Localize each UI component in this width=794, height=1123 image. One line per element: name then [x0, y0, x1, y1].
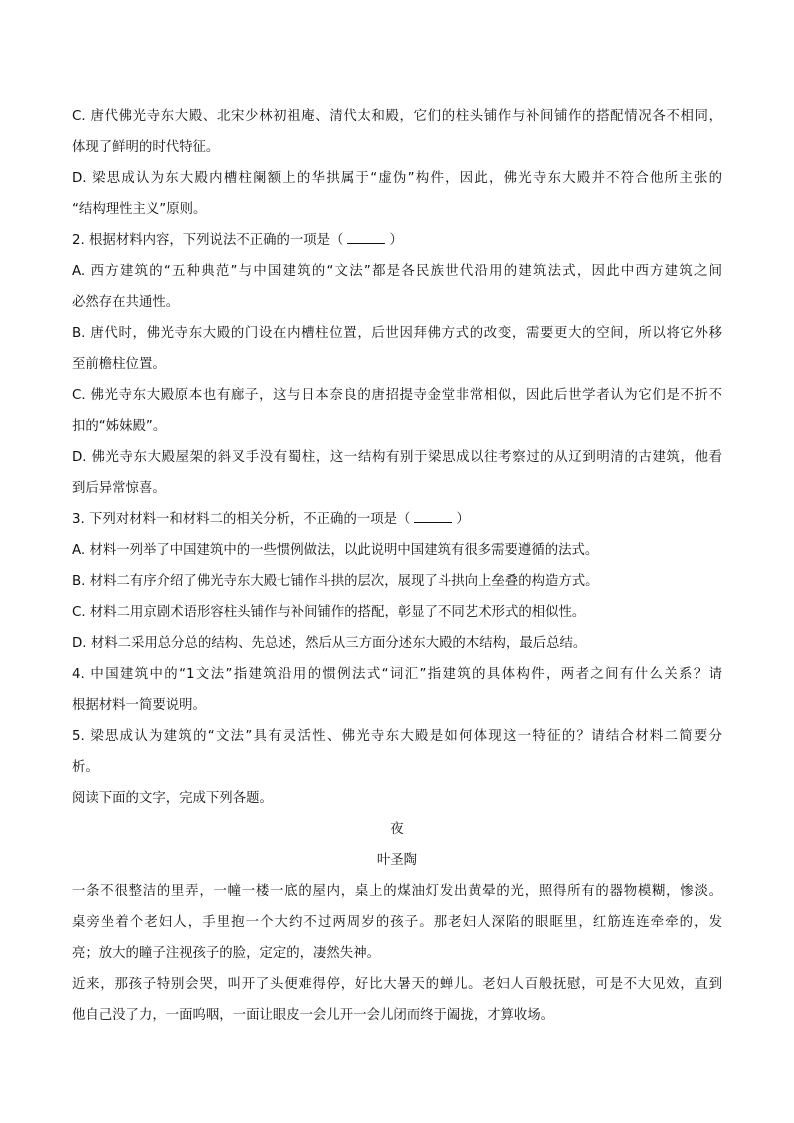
- q2-option-c-line2: 扣的“姊妹殿”。: [72, 419, 167, 434]
- q2-option-b-line1: B. 唐代时，佛光寺东大殿的门设在内槽柱位置，后世因拜佛方式的改变，需要更大的空间，所以将它外移: [72, 326, 722, 341]
- q2-stem-text: 2. 根据材料内容，下列说法不正确的一项是（: [72, 233, 344, 248]
- passage-p1-line1: 一条不很整洁的里弄，一幢一楼一底的屋内，桌上的煤油灯发出黄晕的光，照得所有的器物模糊，惨淡。: [72, 884, 722, 899]
- passage-title: 夜: [390, 822, 404, 837]
- answer-blank: [414, 510, 452, 523]
- q3-option-b: B. 材料二有序介绍了佛光寺东大殿七铺作斗拱的层次，展现了斗拱向上垒叠的构造方式。: [72, 574, 599, 589]
- q2-option-c-line1: C. 佛光寺东大殿原本也有廊子，这与日本奈良的唐招提寺金堂非常相似，因此后世学者认为它们是不折不: [72, 388, 722, 403]
- q2-option-b-line2: 至前檐柱位置。: [72, 357, 166, 372]
- document-page: [72, 101, 722, 1031]
- q4-line2: 根据材料一简要说明。: [72, 698, 206, 713]
- q3-stem-text: 3. 下列对材料一和材料二的相关分析，不正确的一项是（: [72, 512, 411, 527]
- passage-p2-line2: 他自己没了力，一面呜咽，一面让眼皮一会儿开一会儿闭而终于阖拢，才算收场。: [72, 1008, 555, 1023]
- reading-instruction: 阅读下面的文字，完成下列各题。: [72, 791, 273, 806]
- q2-option-d-line1: D. 佛光寺东大殿屋架的斜叉手没有蜀柱，这一结构有别于梁思成以往考察过的从辽到明清的古建筑，他看: [72, 450, 722, 465]
- q2-option-d-line2: 到后异常惊喜。: [72, 481, 166, 496]
- passage-author: 叶圣陶: [376, 853, 418, 868]
- answer-blank: [347, 231, 385, 244]
- q2-option-a-line2: 必然存在共通性。: [72, 295, 180, 310]
- q5-line2: 析。: [72, 760, 99, 775]
- q3-stem: [72, 504, 722, 535]
- q4-line1: 4. 中国建筑中的“1文法”指建筑沿用的惯例法式“词汇”指建筑的具体构件，两者之间有什么关系？请: [72, 667, 722, 682]
- passage-p2-line1: 近来，那孩子特别会哭，叫开了头便难得停，好比大暑天的蝉儿。老妇人百般抚慰，可是不大见效，直到: [72, 977, 722, 992]
- q5-line1: 5. 梁思成认为建筑的“文法”具有灵活性、佛光寺东大殿是如何体现这一特征的？请结合材料二简要分: [72, 729, 722, 744]
- q1-option-c-line1: C. 唐代佛光寺东大殿、北宋少林初祖庵、清代太和殿，它们的柱头铺作与补间铺作的搭配情况各不相同，: [72, 109, 722, 124]
- q2-stem: [72, 225, 722, 256]
- q2-stem-close: ）: [389, 233, 403, 248]
- q3-option-c: C. 材料二用京剧术语形容柱头铺作与补间铺作的搭配，彰显了不同艺术形式的相似性。: [72, 605, 586, 620]
- q2-option-a-line1: A. 西方建筑的“五种典范”与中国建筑的“文法”都是各民族世代沿用的建筑法式，因此中西方建筑之间: [72, 264, 722, 279]
- q1-option-d-line2: “结构理性主义”原则。: [72, 202, 207, 217]
- passage-p1-line2: 桌旁坐着个老妇人，手里抱一个大约不过两周岁的孩子。那老妇人深陷的眼眶里，红筋连连牵牵的，发: [72, 915, 722, 930]
- q3-option-a: A. 材料一列举了中国建筑中的一些惯例做法，以此说明中国建筑有很多需要遵循的法式。: [72, 543, 599, 558]
- q1-option-d-line1: D. 梁思成认为东大殿内槽柱阑额上的华拱属于“虚伪”构件，因此，佛光寺东大殿并不符合他所主张的: [72, 171, 722, 186]
- q1-option-c-line2: 体现了鲜明的时代特征。: [72, 140, 220, 155]
- passage-p1-line3: 亮；放大的瞳子注视孩子的脸，定定的，凄然失神。: [72, 946, 380, 961]
- q3-stem-close: ）: [456, 512, 470, 527]
- q3-option-d: D. 材料二采用总分总的结构、先总述，然后从三方面分述东大殿的木结构，最后总结。: [72, 636, 587, 651]
